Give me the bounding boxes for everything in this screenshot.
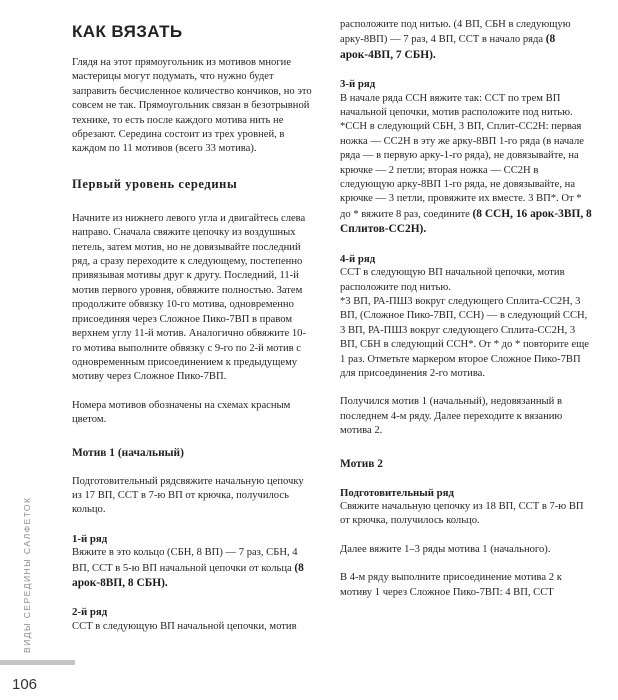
row3-summary: (8 ССН, 16 арок-3ВП, 8 Сплитов-СС2Н). [340,207,592,236]
row4-heading: 4-й ряд [340,252,376,265]
row2-cont-instructions: расположите под нитью. (4 ВП, СБН в следующую арку-8ВП) — 7 раз, 4 ВП, ССТ в начало ряда [340,19,571,46]
motif1-heading: Мотив 1 (начальный) [72,446,184,459]
motif1-row1-heading: 1-й ряд [72,532,108,545]
right-column [340,18,592,600]
motif2-rows-text: Далее вяжите 1–3 ряды мотива 1 (начального). [340,543,551,555]
row3-heading: 3-й ряд [340,78,376,91]
row3-text [340,120,592,237]
row1-summary: (8 арок-8ВП, 8 СБН). [72,561,304,589]
motif1-row2-text: ССТ в следующую ВП начальной цепочки, мотив [72,620,297,632]
side-label: ВИДЫ СЕРЕДИНЫ САЛФЕТОК [22,496,32,653]
page-title: КАК ВЯЗАТЬ [72,22,183,41]
row3-intro: В начале ряда ССН вяжите так: ССТ по трем ВП начальной цепочки, мотив расположите под нитью. [340,92,573,119]
page-number: 106 [12,676,38,693]
level1-paragraph: Начните из нижнего левого угла и двигайтесь слева направо. Сначала свяжите цепочку из воздушных петель, затем мотив, но не довязывайте последний ряд, а сразу переходите к следующему, постепенно привязывая мотивы друг к другу. Последний, 11-й мотив первого уровня, обвяжите полностью. Затем продолжите обвязку 10-го мотива, одновременно присоединяя через Сложное Пико-7ВП в правом верхнем углу 11-й мотив. Аналогично обвяжите 10-го мотива выполните обвязку с 9-го по 2-й мотив с одновременным присоединением к предыдущему мотиву через Сложное Пико-7ВП. [72,212,306,383]
level1-note: Номера мотивов обозначены на схемах красным цветом. [72,399,291,426]
motif2-row4-text: В 4-м ряду выполните присоединение мотива 2 к мотиву 1 через Сложное Пико-7ВП: 4 ВП, ССТ [340,572,562,598]
intro-paragraph: Глядя на этот прямоугольник из мотивов многие мастерицы могут подумать, что нужно будет запрaвить бесчисленное количество кончиков, но это совсем не так. Прямоугольник связан в безотрывной технике, то есть после каждого мотива нить не обрезают. Середина состоит из трех уровней, в каждом по 11 мотивов (всего 33 мотива). [72,57,312,155]
motif1-row1-text [72,546,312,591]
left-column [72,0,312,634]
motif1-prep: Подготовительный рядсвяжите начальную цепочку из 17 ВП, ССТ в 7-ю ВП от крючка, получилось кольцо. [72,475,304,516]
row4-text: *3 ВП, РА-ПШ3 вокруг следующего Сплита-СС2Н, 3 ВП, (Сложное Пико-7ВП, ССН) — в следующий ССН, 3 ВП, РА-ПШ3 вокруг следующего Сплита-СС2Н, 3 ВП, СБН в следующий ССН*. От * до * повторите еще 1 раз. Отметьте маркером второе Сложное Пико-7ВП для присоединения 2-го мотива. [340,295,589,379]
row2-continued [340,18,592,63]
motif2-prep-text: Свяжите начальную цепочку из 18 ВП, ССТ в 7-ю ВП от крючка, получилось кольцо. [340,500,584,527]
row1-instructions: Вяжите в это кольцо (СБН, 8 ВП) — 7 раз, СБН, 4 ВП, ССТ в 5-ю ВП начальной цепочки от кольца [72,547,298,574]
motif2-prep-heading: Подготовительный ряд [340,486,454,499]
section-heading-level1: Первый уровень середины [72,176,238,191]
motif1-row2-heading: 2-й ряд [72,606,108,619]
motif2-heading: Мотив 2 [340,457,383,470]
motif1-complete-note: Получился мотив 1 (начальный), недовязанный в последнем 4-м ряду. Далее переходите к вязанию мотива 2. [340,396,563,437]
row3-instructions: *ССН в следующий СБН, 3 ВП, Сплит-СС2Н: первая ножка — СС2Н в эту же арку-8ВП 1-го ряда (в начале ряда — в первую арку-1-го ряда), не довязывайте, на крючке — 2 петли; вторая ножка — СС2Н в следующую арку-8ВП 1-го ряда, не довязывайте, на крючке — 3 петли, провяжите их вместе. 3 ВП*. От * до * вяжите 8 раз, соедините [340,121,584,220]
row2-summary: (8 арок-4ВП, 7 СБН). [340,33,556,61]
page-rule [0,660,75,665]
row4-intro: ССТ в следующую ВП начальной цепочки, мотив расположите под нитью. [340,267,565,293]
